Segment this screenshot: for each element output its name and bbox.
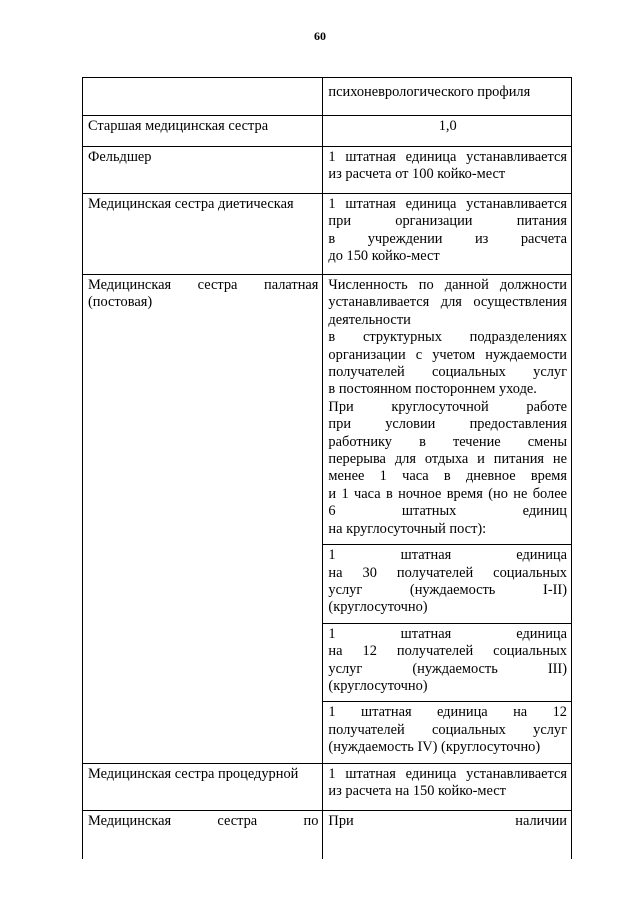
norm-line: на 12 получателей социальных xyxy=(328,643,567,660)
position-cell xyxy=(83,275,323,764)
position-line: (постовая) xyxy=(88,294,153,311)
position-cell xyxy=(83,78,323,116)
position-cell: Медицинская сестра процедурной xyxy=(83,763,323,810)
table-row xyxy=(83,116,572,147)
norm-line: услуг (нуждаемость III) xyxy=(328,660,567,677)
table-row xyxy=(83,275,572,545)
norm-line: до 150 койко-мест xyxy=(328,248,440,265)
norm-line: из расчета на 150 койко-мест xyxy=(328,782,506,799)
norm-line: При круглосуточной работе xyxy=(328,398,567,415)
norm-line: (круглосуточно) xyxy=(328,677,428,694)
sub-norm-cell xyxy=(323,702,572,763)
norm-line: и 1 часа в ночное время (но не более xyxy=(328,485,567,502)
staffing-table xyxy=(82,77,572,859)
norm-cell xyxy=(323,763,572,810)
table-row xyxy=(83,763,572,810)
position-cell xyxy=(83,810,323,859)
norm-line: 1 штатная единица устанавливается xyxy=(328,196,567,212)
norm-line: 1 штатная единица на 12 xyxy=(328,704,567,721)
position-line: Медицинская сестра палатная xyxy=(88,277,319,293)
norm-cell xyxy=(323,810,572,859)
norm-line: (нуждаемость IV) (круглосуточно) xyxy=(328,739,541,756)
sub-norm-cell xyxy=(323,623,572,702)
norm-line: на круглосуточный пост): xyxy=(328,520,487,537)
norm-line: получателей социальных услуг xyxy=(328,364,567,381)
norm-line: деятельности xyxy=(328,311,411,328)
norm-line: организации с учетом нуждаемости xyxy=(328,346,567,363)
position-line: Медицинская сестра по xyxy=(88,812,319,829)
norm-line: при условии предоставления xyxy=(328,416,567,433)
page-number: 60 xyxy=(314,29,326,43)
norm-line: в постоянном постороннем уходе. xyxy=(328,381,537,398)
table-row xyxy=(83,78,572,116)
norm-line: услуг (нуждаемость I-II) xyxy=(328,581,567,598)
norm-cell xyxy=(323,78,572,116)
position-cell: Фельдшер xyxy=(83,147,323,194)
sub-norm-cell xyxy=(323,545,572,624)
norm-cell xyxy=(323,194,572,275)
position-cell: Медицинская сестра диетическая xyxy=(83,194,323,275)
norm-cell xyxy=(323,116,572,147)
table-row xyxy=(83,194,572,275)
norm-line: работнику в течение смены xyxy=(328,433,567,450)
norm-line: 1 штатная единица устанавливается xyxy=(328,149,567,165)
norm-line: получателей социальных услуг xyxy=(328,721,567,738)
norm-line: перерыва для отдыха и питания не xyxy=(328,451,567,468)
norm-line: При наличии xyxy=(328,812,567,829)
norm-line: 1,0 xyxy=(438,118,457,134)
norm-line: 1 штатная единица xyxy=(328,547,567,564)
position-cell: Старшая медицинская сестра xyxy=(83,116,323,147)
table-row xyxy=(83,147,572,194)
norm-line: 6 штатных единиц xyxy=(328,503,567,520)
table-row xyxy=(83,810,572,859)
norm-line: устанавливается для осуществления xyxy=(328,294,567,311)
norm-line: Численность по данной должности xyxy=(328,277,567,293)
norm-cell xyxy=(323,275,572,545)
norm-line: в учреждении из расчета xyxy=(328,230,567,247)
norm-line: 1 штатная единица устанавливается xyxy=(328,765,567,782)
norm-line: 1 штатная единица xyxy=(328,625,567,642)
norm-cell xyxy=(323,147,572,194)
norm-line: на 30 получателей социальных xyxy=(328,564,567,581)
norm-line: в структурных подразделениях xyxy=(328,329,567,346)
norm-line: менее 1 часа в дневное время xyxy=(328,468,567,485)
norm-line: при организации питания xyxy=(328,213,567,230)
norm-line: (круглосуточно) xyxy=(328,599,428,616)
norm-line: психоневрологического профиля xyxy=(328,84,531,100)
norm-line: из расчета от 100 койко-мест xyxy=(328,166,506,183)
